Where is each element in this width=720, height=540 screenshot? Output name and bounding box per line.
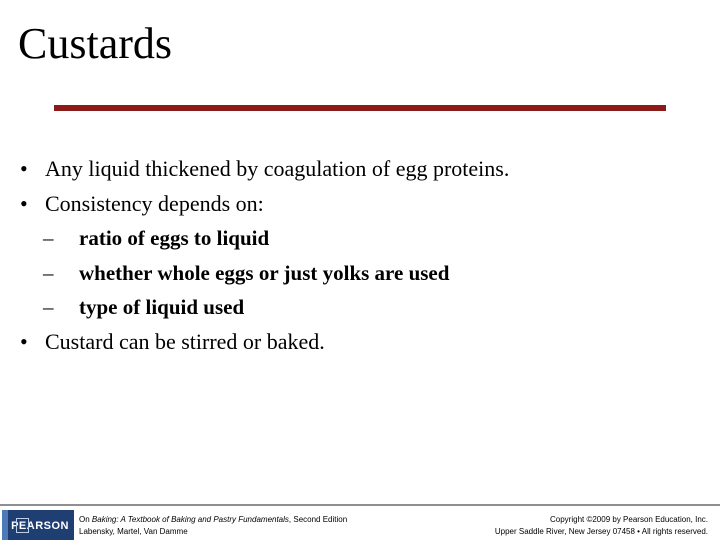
footer-divider [0, 504, 720, 506]
book-citation [79, 514, 409, 538]
sub-bullet-item [20, 221, 700, 256]
sub-bullet-item [20, 290, 700, 325]
bullet-item [20, 187, 700, 222]
book-title-line [79, 514, 409, 526]
book-title: Baking: A Textbook of Baking and Pastry Fundamentals [91, 515, 289, 524]
bullet-text: Any liquid thickened by coagulation of egg proteins. [45, 156, 510, 181]
logo-mark-icon [16, 518, 29, 533]
bullet-text: Custard can be stirred or baked. [45, 328, 325, 354]
sub-bullet-text: ratio of eggs to liquid [79, 226, 270, 250]
dash-marker: – [43, 260, 54, 285]
copyright-line-2: Upper Saddle River, New Jersey 07458 • All rights reserved. [494, 527, 708, 536]
copyright-line-1: Copyright ©2009 by Pearson Education, Inc. [550, 515, 708, 524]
bullet-marker: • [20, 328, 28, 354]
bullet-item [20, 152, 700, 187]
slide-title: Custards [18, 19, 172, 68]
pearson-logo [2, 510, 74, 540]
sub-bullet-text: whether whole eggs or just yolks are used [79, 260, 450, 285]
book-prefix: On [79, 515, 92, 524]
dash-marker: – [43, 295, 54, 319]
book-authors: Labensky, Martel, Van Damme [79, 527, 188, 536]
book-edition: , Second Edition [288, 515, 348, 524]
sub-bullet-item [20, 256, 700, 291]
bullet-marker: • [20, 156, 28, 181]
dash-marker: – [43, 226, 54, 250]
copyright-notice [408, 514, 708, 538]
bullet-marker: • [20, 190, 28, 216]
logo-text: PEARSON [11, 520, 69, 532]
title-divider [54, 105, 666, 111]
bullet-item [20, 325, 700, 360]
slide-footer [0, 504, 720, 540]
sub-bullet-text: type of liquid used [79, 295, 245, 319]
bullet-list [20, 152, 700, 359]
bullet-text: Consistency depends on: [45, 190, 264, 216]
